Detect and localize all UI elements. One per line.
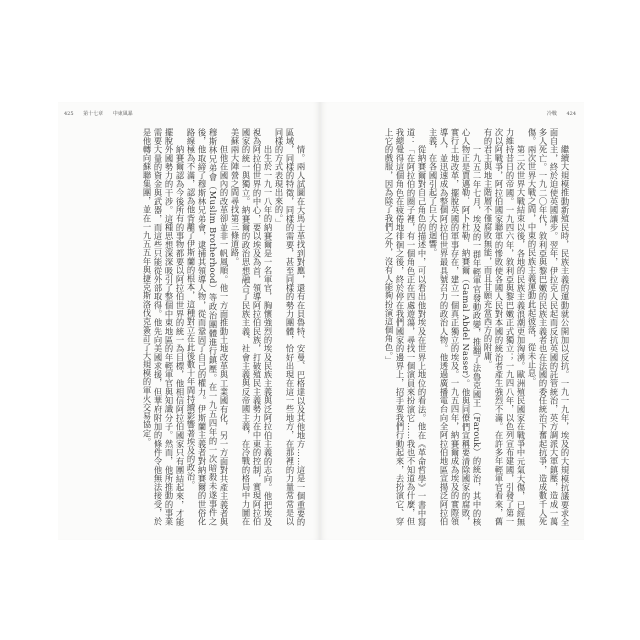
right-page-header — [539, 110, 576, 117]
paragraph: 第二次世界大戰結束以後，各地的民族主義浪潮更加洶湧。歐洲殖民國家在戰爭中元氣大傷，已經無力維持昔日的帝國。一九四六年，敘利亞與黎巴嫩正式獨立；一九四八年，以色列宣布建國，引發了第一次以阿戰爭，阿拉伯國家聯軍的慘敗使各國人民對本國的統治者產生強烈不滿。在許多年輕軍官看來，舊有的君主與地主階層不僅腐敗無能，而且甘願充當西方的附庸。 — [483, 128, 526, 526]
paragraph: 情。兩人試圖在大馬士革找到對應，還有在貝魯特、安曼、巴格達以及其他地方……這是一個重要的區域，同樣的特徵，同樣的需要，甚至同樣的勢力團體，恰好出現在這一些地方，在那裡的力量常常是以同樣的方式表現出來的。」 — [274, 128, 306, 526]
left-page-body — [72, 128, 306, 526]
paragraph: 從納賽爾對自己角色的描述中，可以看出他對埃及在世界上地位的看法。他在《革命哲學》一書中寫道：「在阿拉伯的圈子裡，有一個角色正在四處遊蕩，尋找一個演員來扮演它……我也不知道為什麼，但我總覺得這個角色在疲倦地徘徊之後，終於停在我們國家的邊界上，招手要我們行動起來，去扮演它、穿上它的戲服，因為除了我們之外，沒有人能夠扮演這個角色。」 — [384, 128, 427, 526]
left-page-header — [64, 110, 141, 117]
paragraph: 但他在國內的改革卻並非一帆風順。他一方面推動土地改革與工業國有化，另一方面對共產主義者與穆斯林兄弟會（Muslim Brotherhood）等政治團體進行鎮壓。在一九五四年的一次暗殺未遂事件之後，他取締了穆斯林兄弟會，逮捕其領導人物，從而鞏固了自己的權力。伊斯蘭主義者對納賽爾的世俗化路線極為不滿，認為他背離了伊斯蘭的根本，這種對立在此後數十年間持續影響著埃及的政治。 — [186, 128, 229, 526]
paragraph: 一九五二年七月，埃及的一群年輕軍官發動政變，推翻了法魯克國王（Farouk）的統治，其中的核心人物正是賈邁勒．阿卜杜勒．納賽爾（Gamal Abdel Nasser）。他與同僚們宣稱要清除國家的腐敗，實行土地改革，擺脫英國的軍事存在，建立一個真正獨立的埃及。一九五四年，納賽爾成為埃及的實際領導人，並迅速成為整個阿拉伯世界最具號召力的政治人物。他透過廣播電台向全阿拉伯地區宣揚泛阿拉伯主義，在各國引起了巨大的迴響。 — [428, 128, 482, 526]
paragraph: 出生於一九一八年的納賽爾是一名軍官，胸懷強烈的埃及民族主義與泛阿拉伯主義的志向。他把埃及視為阿拉伯世界的中心，要以埃及為首，領導阿拉伯民族，打破殖民主義勢力在中東的控制，實現阿拉伯國家的統一與獨立。納賽爾的政治思想融合了民族主義、社會主義與反帝國主義，在冷戰的格局中力圖在美蘇兩大陣營之間尋找第三條道路。 — [230, 128, 273, 526]
paragraph: 繼續大規模推動新殖民時，民族主義的運動就公開加以反抗。一九一九年，埃及的大規模抗議要求全面自主，終於迫使英國讓步。翌年，伊拉克人民起而反抗英國的託管統治，英方調派大軍鎮壓，造成一萬多人死亡。一九二〇年代，敘利亞與黎巴嫩的民族主義者也在法國的委任統治下奮起抗爭，造成數千人死傷。兩次世界大戰之間，中東的民族主義運動此起彼落，從未止息。 — [527, 128, 570, 526]
paragraph: 納賽爾認為今後所有的事物都要以阿拉伯世界的統一為目標，他相信阿拉伯國家只有團結起來，才能擺脫外國勢力的干涉。這種思想深深吸引了整個中東地區的年輕軍官與知識分子。然而，他所推動的事業需要大量的資金與武器，而這些只能從外部取得。他先向美國求援，但華府附加的條件令他無法接受，於是他轉向蘇聯集團，並在一九五五年與捷克斯洛伐克簽訂了大規模的軍火交易協定。 — [142, 128, 185, 526]
right-page-number: 424 — [566, 111, 576, 117]
book-title: 冷戰 — [546, 111, 557, 117]
section-title: 中東風暴 — [112, 111, 133, 117]
right-page-body — [334, 128, 570, 526]
left-page-number: 425 — [64, 111, 74, 117]
left-page — [58, 102, 320, 540]
chapter-label: 第十七章 — [83, 111, 104, 117]
right-page — [320, 102, 584, 540]
